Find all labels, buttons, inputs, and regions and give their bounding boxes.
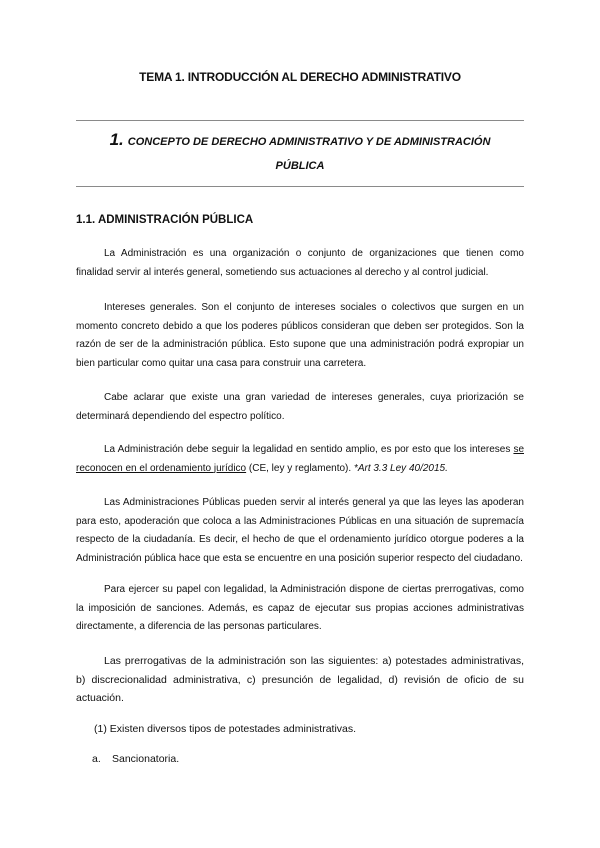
list-item-text: Sancionatoria. [112, 753, 180, 765]
paragraph-prerrogativas-list: Las prerrogativas de la administración son las siguientes: a) potestades administrativas, b) discrecionalidad administrativa, c) presunción de legalidad, d) revisión de oficio de su actuación. [76, 655, 524, 704]
legalidad-underlined: se reconocen en el ordenamiento jurídico [76, 444, 524, 474]
paragraph-variedad-intereses: Cabe aclarar que existe una gran variedad de intereses generales, cuya priorización se determinará dependiendo del espectro político. [76, 392, 524, 422]
legal-reference: *Art 3.3 Ley 40/2015. [353, 462, 448, 474]
section-heading [90, 128, 510, 178]
section-title: CONCEPTO DE DERECHO ADMINISTRATIVO Y DE ADMINISTRACIÓN PÚBLICA [127, 136, 491, 172]
legalidad-text: La Administración debe seguir la legalidad en sentido amplio, es por esto que los intereses [104, 444, 514, 455]
document-title: TEMA 1. INTRODUCCIÓN AL DERECHO ADMINISTRATIVO [139, 70, 461, 84]
list-item [92, 753, 179, 765]
paragraph-tipos-potestades: (1) Existen diversos tipos de potestades administrativas. [94, 723, 357, 735]
section-divider-bottom [76, 186, 524, 187]
legalidad-text-after: (CE, ley y reglamento). [246, 462, 354, 474]
paragraph-supremacia: Las Administraciones Públicas pueden servir al interés general ya que las leyes las apoderan para esto, apoderación que coloca a las Administraciones Públicas en una situación de supremacía respecto de la ciudadanía. Es decir, el hecho de que el ordenamiento jurídico otorgue poderes a la Administración pública hace que esta se encuentre en una posición superior respecto del ciudadano. [76, 497, 524, 564]
paragraph-legalidad [76, 441, 524, 478]
paragraph-definition: La Administración es una organización o conjunto de organizaciones que tienen como finalidad servir al interés general, sometiendo sus actuaciones al derecho y al control judicial. [76, 248, 524, 278]
paragraph-intereses-generales: Intereses generales. Son el conjunto de intereses sociales o colectivos que surgen en un momento concreto debido a que los poderes públicos consideran que deben ser protegidos. Son la razón de ser de la administración pública. Esto supone que una administración podrá expropiar un bien particular como quitar una casa para construir una carretera. [76, 302, 524, 369]
subsection-heading: 1.1. ADMINISTRACIÓN PÚBLICA [76, 214, 254, 226]
section-number: 1. [109, 130, 124, 149]
section-divider-top [76, 120, 524, 121]
list-marker: a. [92, 753, 101, 765]
paragraph-prerrogativas-intro: Para ejercer su papel con legalidad, la Administración dispone de ciertas prerrogativas, como la imposición de sanciones. Además, es capaz de ejecutar sus propias acciones administrativas directamente, a diferencia de las personas particulares. [76, 584, 524, 632]
